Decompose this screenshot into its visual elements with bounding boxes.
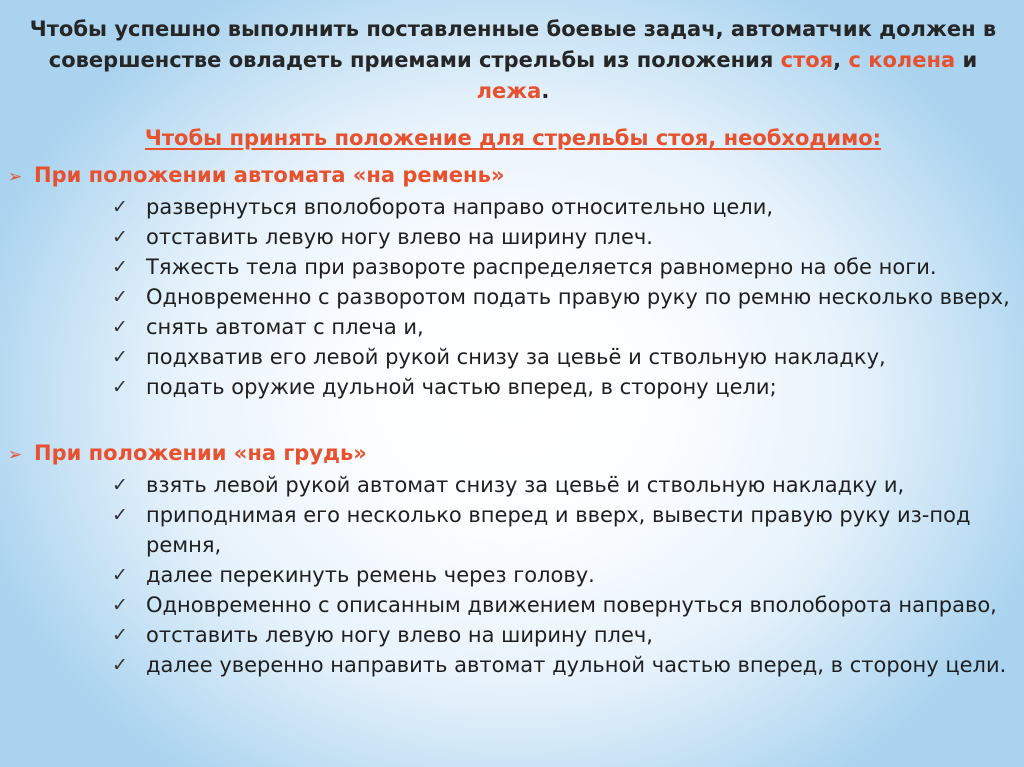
position-kneeling: с колена <box>848 48 956 72</box>
list-item: ✓ отставить левую ногу влево на ширину плеч, <box>112 620 1012 650</box>
list-item: ✓ подхватив его левой рукой снизу за цевьё и ствольную накладку, <box>112 342 1012 372</box>
check-icon: ✓ <box>112 624 128 646</box>
list-item: ✓ Одновременно с описанным движением повернуться вполоборота направо, <box>112 590 1012 620</box>
check-icon: ✓ <box>112 376 128 398</box>
list-item: ✓ далее уверенно направить автомат дульной частью вперед, в сторону цели. <box>112 650 1012 680</box>
check-icon: ✓ <box>112 594 128 616</box>
section-title: При положении «на грудь» <box>34 441 367 465</box>
subtitle: Чтобы принять положение для стрельбы стоя, необходимо: <box>144 126 882 150</box>
list-item: ✓ приподнимая его несколько вперед и вверх, вывести правую руку из-под ремня, <box>112 500 1012 560</box>
intro-separator-1: , <box>833 48 849 72</box>
arrow-bullet-icon: ➢ <box>8 445 23 465</box>
check-icon: ✓ <box>112 196 128 218</box>
check-icon: ✓ <box>112 654 128 676</box>
check-icon: ✓ <box>112 346 128 368</box>
check-icon: ✓ <box>112 474 128 496</box>
intro-paragraph <box>18 14 1008 107</box>
list-item: ✓ взять левой рукой автомат снизу за цевьё и ствольную накладку и, <box>112 470 1012 500</box>
list-item: ✓ Одновременно с разворотом подать правую руку по ремню несколько вверх, <box>112 282 1012 312</box>
section-chest-heading <box>8 438 367 470</box>
intro-text: Чтобы успешно выполнить поставленные боевые задач, автоматчик должен в совершенстве овладеть приемами стрельбы из положения <box>29 17 997 72</box>
list-item: ✓ отставить левую ногу влево на ширину плеч. <box>112 222 1012 252</box>
list-item: ✓ снять автомат с плеча и, <box>112 312 1012 342</box>
section-sling-list <box>112 192 1012 402</box>
list-item: ✓ развернуться вполоборота направо относительно цели, <box>112 192 1012 222</box>
section-sling-heading <box>8 160 504 192</box>
section-title: При положении автомата «на ремень» <box>34 163 505 187</box>
check-icon: ✓ <box>112 286 128 308</box>
check-icon: ✓ <box>112 316 128 338</box>
intro-separator-2: и <box>955 48 978 72</box>
section-chest-list <box>112 470 1012 680</box>
check-icon: ✓ <box>112 564 128 586</box>
list-item: ✓ Тяжесть тела при развороте распределяется равномерно на обе ноги. <box>112 252 1012 282</box>
check-icon: ✓ <box>112 226 128 248</box>
check-icon: ✓ <box>112 504 128 526</box>
list-item: ✓ далее перекинуть ремень через голову. <box>112 560 1012 590</box>
arrow-bullet-icon: ➢ <box>8 167 23 187</box>
list-item: ✓ подать оружие дульной частью вперед, в сторону цели; <box>112 372 1012 402</box>
intro-end: . <box>541 79 550 103</box>
position-prone: лежа <box>476 79 542 103</box>
check-icon: ✓ <box>112 256 128 278</box>
position-standing: стоя <box>780 48 834 72</box>
